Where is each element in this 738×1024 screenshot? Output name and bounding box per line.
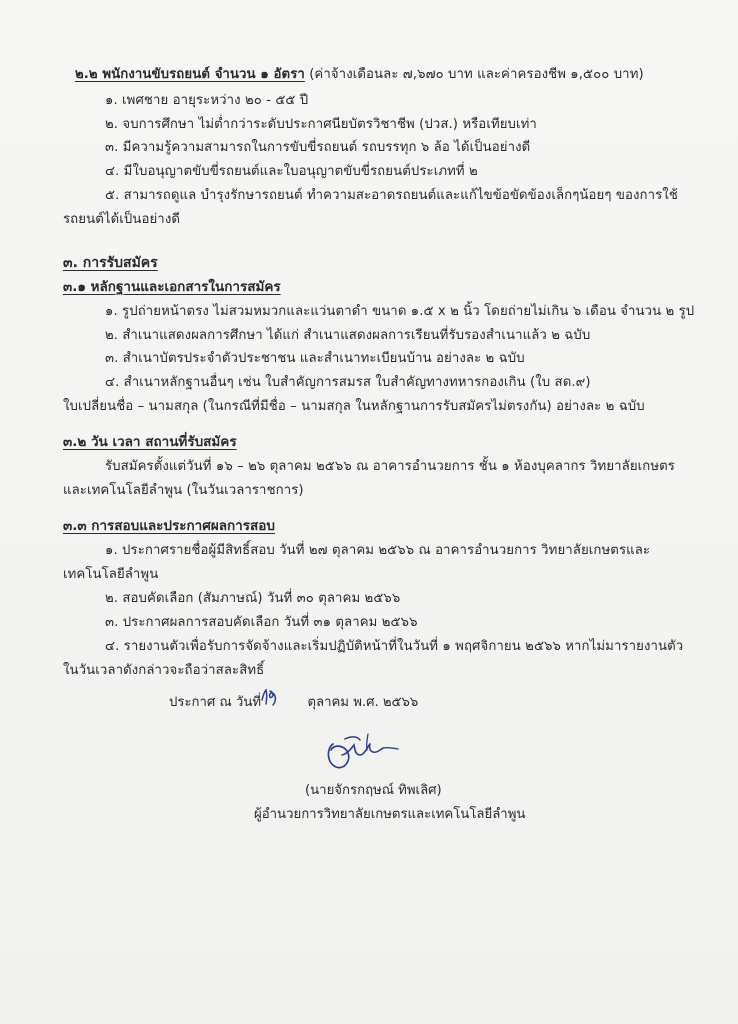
list-item-continuation: ใบเปลี่ยนชื่อ – นามสกุล (ในกรณีที่มีชื่อ – นามสกุล ในหลักฐานการรับสมัครไม่ตรงกัน) อย่างละ ๒ ฉบับ [63,399,645,414]
paragraph-line: รับสมัครตั้งแต่วันที่ ๑๖ – ๒๖ ตุลาคม ๒๕๖๖ ณ อาคารอำนวยการ ชั้น ๑ ห้องบุคลากร วิทยาลัยเกษตร [105,459,675,474]
list-item: ๔. มีใบอนุญาตขับขี่รถยนต์และใบอนุญาตขับขี่รถยนต์ประเภทที่ ๒ [105,164,478,179]
list-item-continuation: รถยนต์ได้เป็นอย่างดี [63,212,181,227]
section-3-3-title: ๓.๓ การสอบและประกาศผลการสอบ [63,518,275,534]
list-item: ๕. สามารถดูแล บำรุงรักษารถยนต์ ทำความสะอาดรถยนต์และแก้ไขข้อขัดข้องเล็กๆน้อยๆ ของการใช้ [105,188,678,203]
signature-image [320,724,410,780]
announcement-date-line [169,694,418,712]
signatory-name: (นายจักรกฤษณ์ ทิพเลิศ) [305,783,442,798]
section-2-2-detail: (ค่าจ้างเดือนละ ๗,๖๗๐ บาท และค่าครองชีพ ๑,๕๐๐ บาท) [309,67,644,82]
section-2-2-header [75,66,644,84]
list-item: ๑. รูปถ่ายหน้าตรง ไม่สวมหมวกและแว่นตาดำ ขนาด ๑.๕ x ๒ นิ้ว โดยถ่ายไม่เกิน ๖ เดือน จำนวน ๒ รูป [105,304,695,319]
list-item: ๔. สำเนาหลักฐานอื่นๆ เช่น ใบสำคัญการสมรส ใบสำคัญทางทหารกองเกิน (ใบ สด.๙) [105,375,591,390]
signatory-position: ผู้อำนวยการวิทยาลัยเกษตรและเทคโนโลยีลำพูน [254,807,526,822]
list-item: ๒. สอบคัดเลือก (สัมภาษณ์) วันที่ ๓๐ ตุลาคม ๒๕๖๖ [105,591,401,606]
list-item: ๑. เพศชาย อายุระหว่าง ๒๐ - ๕๕ ปี [105,93,309,108]
list-item: ๓. มีความรู้ความสามารถในการขับขี่รถยนต์ รถบรรทุก ๖ ล้อ ได้เป็นอย่างดี [105,140,531,155]
announcement-suffix: ตุลาคม พ.ศ. ๒๕๖๖ [307,695,419,710]
section-3-2-title: ๓.๒ วัน เวลา สถานที่รับสมัคร [63,434,237,450]
list-item-continuation: ในวันเวลาดังกล่าวจะถือว่าสละสิทธิ์ [63,663,265,678]
paragraph-line: และเทคโนโลยีลำพูน (ในวันเวลาราชการ) [63,483,304,498]
handwritten-day-mark [258,684,282,708]
list-item-continuation: เทคโนโลยีลำพูน [63,567,159,582]
list-item: ๒. สำเนาแสดงผลการศึกษา ได้แก่ สำเนาแสดงผลการเรียนที่รับรองสำเนาแล้ว ๒ ฉบับ [105,328,591,343]
list-item: ๒. จบการศึกษา ไม่ต่ำกว่าระดับประกาศนียบัตรวิชาชีพ (ปวส.) หรือเทียบเท่า [105,117,537,132]
section-3-title: ๓. การรับสมัคร [63,255,158,271]
list-item: ๓. ประกาศผลการสอบคัดเลือก วันที่ ๓๑ ตุลาคม ๒๕๖๖ [105,615,418,630]
section-2-2-title: ๒.๒ พนักงานขับรถยนต์ จำนวน ๑ อัตรา [75,67,305,82]
announcement-prefix: ประกาศ ณ วันที่ [169,695,262,710]
section-3-1-title: ๓.๑ หลักฐานและเอกสารในการสมัคร [63,279,281,295]
list-item: ๔. รายงานตัวเพื่อรับการจัดจ้างและเริ่มปฏิบัติหน้าที่ในวันที่ ๑ พฤศจิกายน ๒๕๖๖ หากไม่มารายงานตัว [105,639,684,654]
list-item: ๓. สำเนาบัตรประจำตัวประชาชน และสำเนาทะเบียนบ้าน อย่างละ ๒ ฉบับ [105,351,525,366]
list-item: ๑. ประกาศรายชื่อผู้มีสิทธิ์สอบ วันที่ ๒๗ ตุลาคม ๒๕๖๖ ณ อาคารอำนวยการ วิทยาลัยเกษตรและ [105,543,651,558]
